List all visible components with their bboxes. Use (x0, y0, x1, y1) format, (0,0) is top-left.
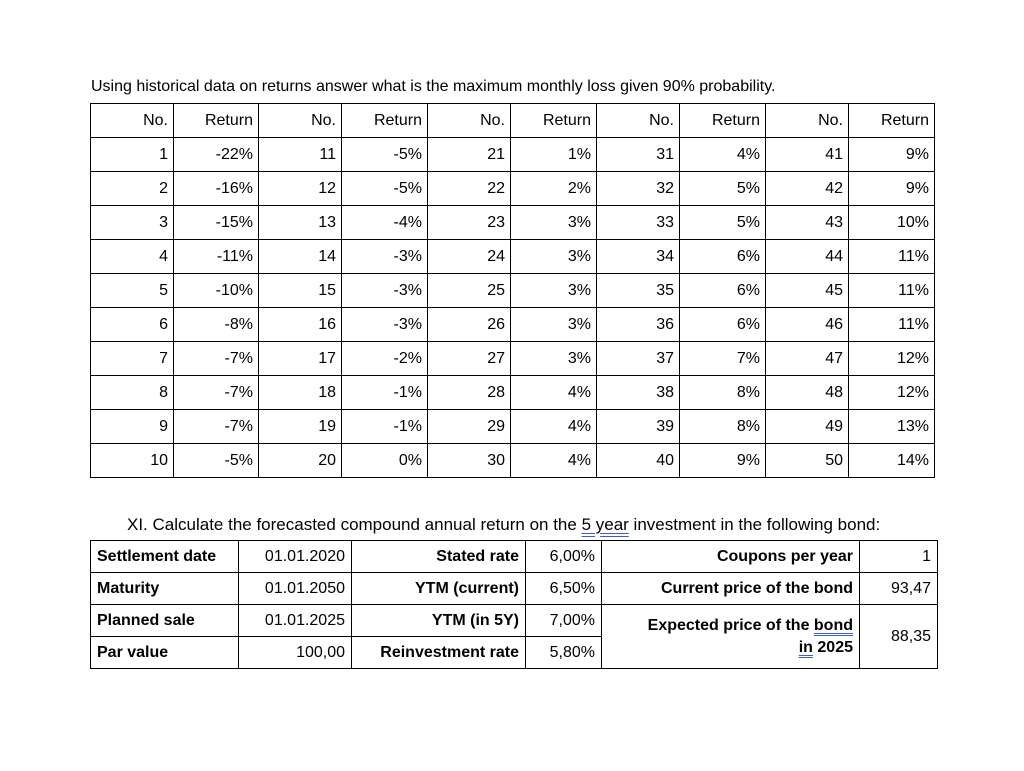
cell-no: 42 (766, 172, 849, 206)
cell-return: 4% (680, 138, 766, 172)
cell-no: 41 (766, 138, 849, 172)
cell-no: 27 (428, 342, 511, 376)
cell-no: 20 (259, 444, 342, 478)
bond-row-settlement (91, 541, 938, 573)
cell-no: 44 (766, 240, 849, 274)
cell-no: 35 (597, 274, 680, 308)
cell-no: 21 (428, 138, 511, 172)
cell-return: 10% (849, 206, 935, 240)
table-row (91, 308, 935, 342)
cell-no: 24 (428, 240, 511, 274)
bond-row-maturity (91, 573, 938, 605)
coupons-value: 1 (860, 541, 938, 573)
header-no: No. (259, 104, 342, 138)
cell-return: -3% (342, 274, 428, 308)
header-no: No. (597, 104, 680, 138)
returns-table (90, 103, 935, 478)
cell-return: 0% (342, 444, 428, 478)
cell-no: 11 (259, 138, 342, 172)
cell-no: 7 (91, 342, 174, 376)
table-row (91, 376, 935, 410)
cell-no: 17 (259, 342, 342, 376)
stated-rate-label: Stated rate (352, 541, 526, 573)
cell-no: 32 (597, 172, 680, 206)
header-return: Return (174, 104, 259, 138)
header-no: No. (766, 104, 849, 138)
cell-return: 2% (511, 172, 597, 206)
ytm-current-label: YTM (current) (352, 573, 526, 605)
cell-return: 6% (680, 308, 766, 342)
cell-return: 3% (511, 240, 597, 274)
cell-no: 8 (91, 376, 174, 410)
cell-return: 3% (511, 308, 597, 342)
table-row (91, 240, 935, 274)
ytm-5y-value: 7,00% (526, 605, 602, 637)
cell-no: 22 (428, 172, 511, 206)
cell-no: 36 (597, 308, 680, 342)
bond-question-prefix: XI. Calculate the forecasted compound annual return on the (127, 515, 582, 534)
cell-no: 6 (91, 308, 174, 342)
cell-return: -1% (342, 410, 428, 444)
coupons-label: Coupons per year (602, 541, 860, 573)
cell-no: 43 (766, 206, 849, 240)
bond-question-highlight: 5 year (581, 515, 629, 534)
header-return: Return (511, 104, 597, 138)
cell-no: 48 (766, 376, 849, 410)
expected-price-label-part1: Expected price of the (647, 616, 814, 634)
stated-rate-value: 6,00% (526, 541, 602, 573)
cell-return: 3% (511, 206, 597, 240)
cell-return: 12% (849, 342, 935, 376)
cell-no: 1 (91, 138, 174, 172)
table-row (91, 138, 935, 172)
cell-no: 38 (597, 376, 680, 410)
cell-return: 6% (680, 274, 766, 308)
cell-no: 4 (91, 240, 174, 274)
cell-return: 11% (849, 274, 935, 308)
header-return: Return (342, 104, 428, 138)
expected-price-label-year: 2025 (812, 638, 853, 656)
cell-return: -4% (342, 206, 428, 240)
cell-no: 28 (428, 376, 511, 410)
settlement-value: 01.01.2020 (239, 541, 352, 573)
cell-return: 12% (849, 376, 935, 410)
cell-return: 14% (849, 444, 935, 478)
expected-price-value: 88,35 (860, 605, 938, 669)
cell-return: -22% (174, 138, 259, 172)
expected-price-label-bond: bond (813, 616, 853, 634)
cell-return: -15% (174, 206, 259, 240)
cell-no: 19 (259, 410, 342, 444)
cell-return: -10% (174, 274, 259, 308)
cell-no: 15 (259, 274, 342, 308)
table-row (91, 206, 935, 240)
cell-no: 39 (597, 410, 680, 444)
cell-return: -8% (174, 308, 259, 342)
cell-no: 29 (428, 410, 511, 444)
cell-no: 34 (597, 240, 680, 274)
cell-return: -7% (174, 376, 259, 410)
cell-return: -16% (174, 172, 259, 206)
par-value-value: 100,00 (239, 637, 352, 669)
cell-return: -7% (174, 410, 259, 444)
table-row (91, 172, 935, 206)
cell-return: 9% (849, 172, 935, 206)
planned-sale-value: 01.01.2025 (239, 605, 352, 637)
ytm-5y-label: YTM (in 5Y) (352, 605, 526, 637)
expected-price-label (602, 605, 860, 669)
cell-return: 8% (680, 410, 766, 444)
cell-return: 9% (849, 138, 935, 172)
question-title: Using historical data on returns answer what is the maximum monthly loss given 90% probability. (91, 78, 776, 95)
cell-no: 49 (766, 410, 849, 444)
cell-return: 11% (849, 240, 935, 274)
cell-no: 9 (91, 410, 174, 444)
current-price-label: Current price of the bond (602, 573, 860, 605)
cell-return: -5% (342, 172, 428, 206)
reinvestment-rate-label: Reinvestment rate (352, 637, 526, 669)
cell-no: 13 (259, 206, 342, 240)
header-return: Return (680, 104, 766, 138)
cell-return: -5% (342, 138, 428, 172)
cell-no: 33 (597, 206, 680, 240)
cell-no: 46 (766, 308, 849, 342)
cell-no: 45 (766, 274, 849, 308)
cell-return: 5% (680, 172, 766, 206)
bond-question-title (127, 515, 880, 535)
cell-return: 13% (849, 410, 935, 444)
cell-no: 2 (91, 172, 174, 206)
cell-return: -3% (342, 240, 428, 274)
cell-no: 40 (597, 444, 680, 478)
cell-return: 6% (680, 240, 766, 274)
bond-row-planned-sale (91, 605, 938, 637)
cell-return: 11% (849, 308, 935, 342)
cell-no: 50 (766, 444, 849, 478)
cell-no: 31 (597, 138, 680, 172)
cell-no: 18 (259, 376, 342, 410)
ytm-current-value: 6,50% (526, 573, 602, 605)
expected-price-label-in: in (798, 638, 813, 656)
reinvestment-rate-value: 5,80% (526, 637, 602, 669)
settlement-label: Settlement date (91, 541, 239, 573)
table-row (91, 410, 935, 444)
cell-no: 23 (428, 206, 511, 240)
cell-return: -7% (174, 342, 259, 376)
table-row (91, 274, 935, 308)
header-no: No. (428, 104, 511, 138)
table-row (91, 444, 935, 478)
cell-no: 37 (597, 342, 680, 376)
planned-sale-label: Planned sale (91, 605, 239, 637)
cell-return: 4% (511, 444, 597, 478)
bond-table (90, 540, 938, 669)
cell-return: 1% (511, 138, 597, 172)
cell-return: 4% (511, 376, 597, 410)
returns-header-row (91, 104, 935, 138)
maturity-value: 01.01.2050 (239, 573, 352, 605)
bond-question-suffix: investment in the following bond: (628, 515, 881, 534)
header-return: Return (849, 104, 935, 138)
cell-return: 8% (680, 376, 766, 410)
current-price-value: 93,47 (860, 573, 938, 605)
cell-no: 12 (259, 172, 342, 206)
maturity-label: Maturity (91, 573, 239, 605)
cell-no: 3 (91, 206, 174, 240)
cell-no: 16 (259, 308, 342, 342)
cell-no: 5 (91, 274, 174, 308)
cell-no: 10 (91, 444, 174, 478)
cell-no: 30 (428, 444, 511, 478)
cell-return: -11% (174, 240, 259, 274)
cell-return: -1% (342, 376, 428, 410)
cell-return: 4% (511, 410, 597, 444)
cell-return: -2% (342, 342, 428, 376)
cell-return: 3% (511, 342, 597, 376)
cell-return: 7% (680, 342, 766, 376)
cell-return: 3% (511, 274, 597, 308)
cell-no: 47 (766, 342, 849, 376)
cell-no: 26 (428, 308, 511, 342)
table-row (91, 342, 935, 376)
cell-return: 9% (680, 444, 766, 478)
cell-return: -3% (342, 308, 428, 342)
cell-return: -5% (174, 444, 259, 478)
par-value-label: Par value (91, 637, 239, 669)
cell-return: 5% (680, 206, 766, 240)
header-no: No. (91, 104, 174, 138)
cell-no: 14 (259, 240, 342, 274)
cell-no: 25 (428, 274, 511, 308)
